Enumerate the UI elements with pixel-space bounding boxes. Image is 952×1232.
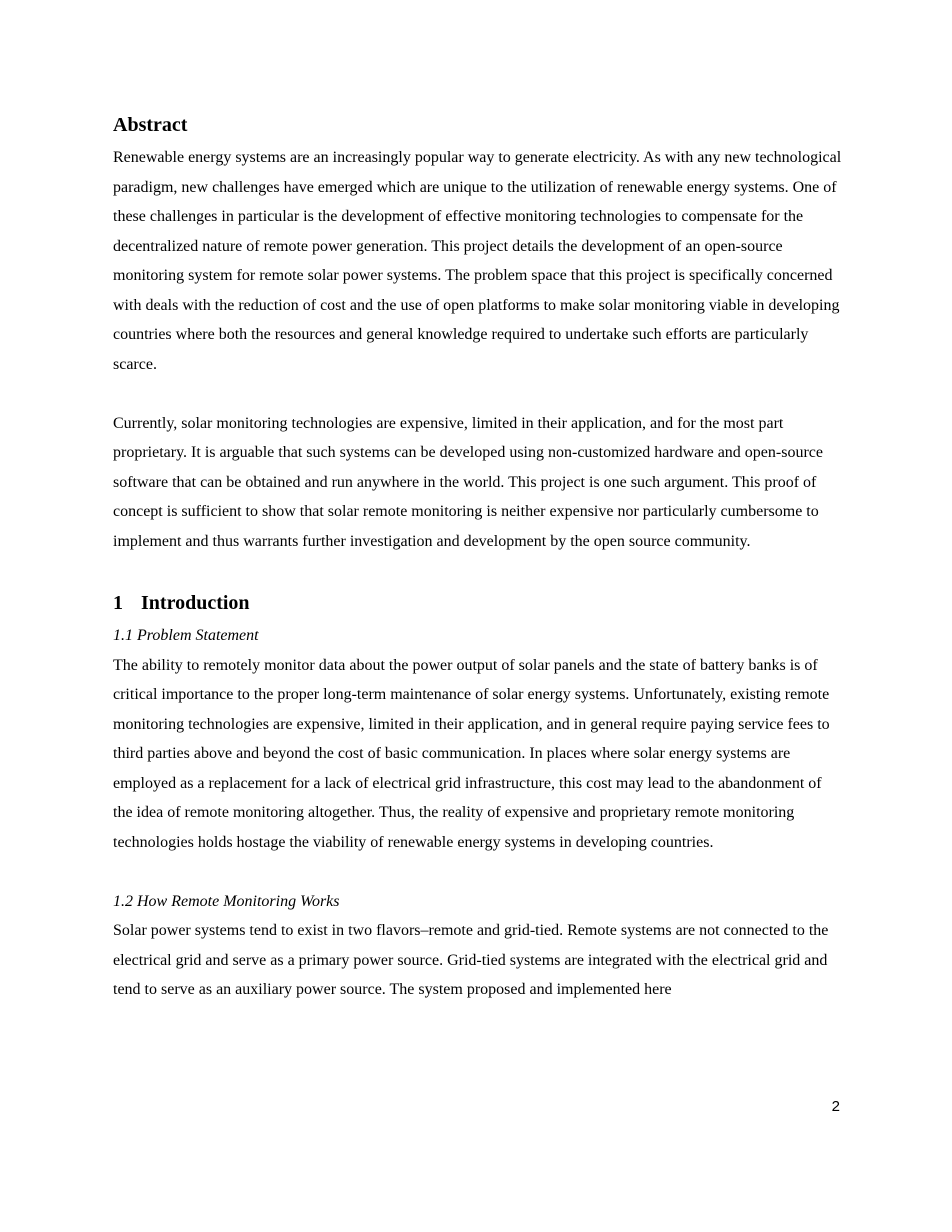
abstract-paragraph-2: Currently, solar monitoring technologies are expensive, limited in their application, and for the most part proprietary. It is arguable that such systems can be developed using non-customized hardware and open-source software that can be obtained and run anywhere in the world. This project is one such argument. This proof of concept is sufficient to show that solar remote monitoring is neither expensive nor particularly cumbersome to implement and thus warrants further investigation and development by the open source community. — [113, 414, 823, 550]
remote-monitoring-paragraph: Solar power systems tend to exist in two flavors–remote and grid-tied. Remote systems are not connected to the electrical grid and serve as a primary power source. Grid-tied systems are integrated with the electrical grid and tend to serve as an auxiliary power source. The system proposed and implemented here — [113, 922, 829, 998]
subsection-title-how-remote-monitoring-works: 1.2 How Remote Monitoring Works — [113, 892, 340, 910]
abstract-paragraph-1: Renewable energy systems are an increasingly popular way to generate electricity. As with any new technological paradigm, new challenges have emerged which are unique to the utilization of renewable energy systems. One of these challenges in particular is the development of effective monitoring technologies to compensate for the decentralized nature of remote power generation. This project details the development of an open-source monitoring system for remote solar power systems. The problem space that this project is specifically concerned with deals with the reduction of cost and the use of open platforms to make solar monitoring viable in developing countries where both the resources and general knowledge required to undertake such efforts are particularly scarce. — [113, 149, 842, 373]
problem-statement-paragraph: The ability to remotely monitor data about the power output of solar panels and the state of battery banks is of critical importance to the proper long-term maintenance of solar energy systems. Unfortunately, existing remote monitoring technologies are expensive, limited in their application, and in general require paying service fees to third parties above and beyond the cost of basic communication. In places where solar energy systems are employed as a replacement for a lack of electrical grid infrastructure, this cost may lead to the abandonment of the idea of remote monitoring altogether. Thus, the reality of expensive and proprietary remote monitoring technologies holds hostage the viability of renewable energy systems in developing countries. — [113, 656, 830, 851]
paragraph-spacer — [113, 379, 843, 409]
abstract-heading: Abstract — [113, 114, 188, 136]
section-number: 1 — [113, 592, 123, 614]
paragraph-spacer — [113, 857, 843, 887]
introduction-heading — [113, 588, 843, 618]
subsection-title-problem-statement: 1.1 Problem Statement — [113, 627, 259, 644]
page-number: 2 — [831, 1098, 840, 1115]
section-title: Introduction — [141, 592, 250, 614]
document-page — [113, 110, 843, 1005]
